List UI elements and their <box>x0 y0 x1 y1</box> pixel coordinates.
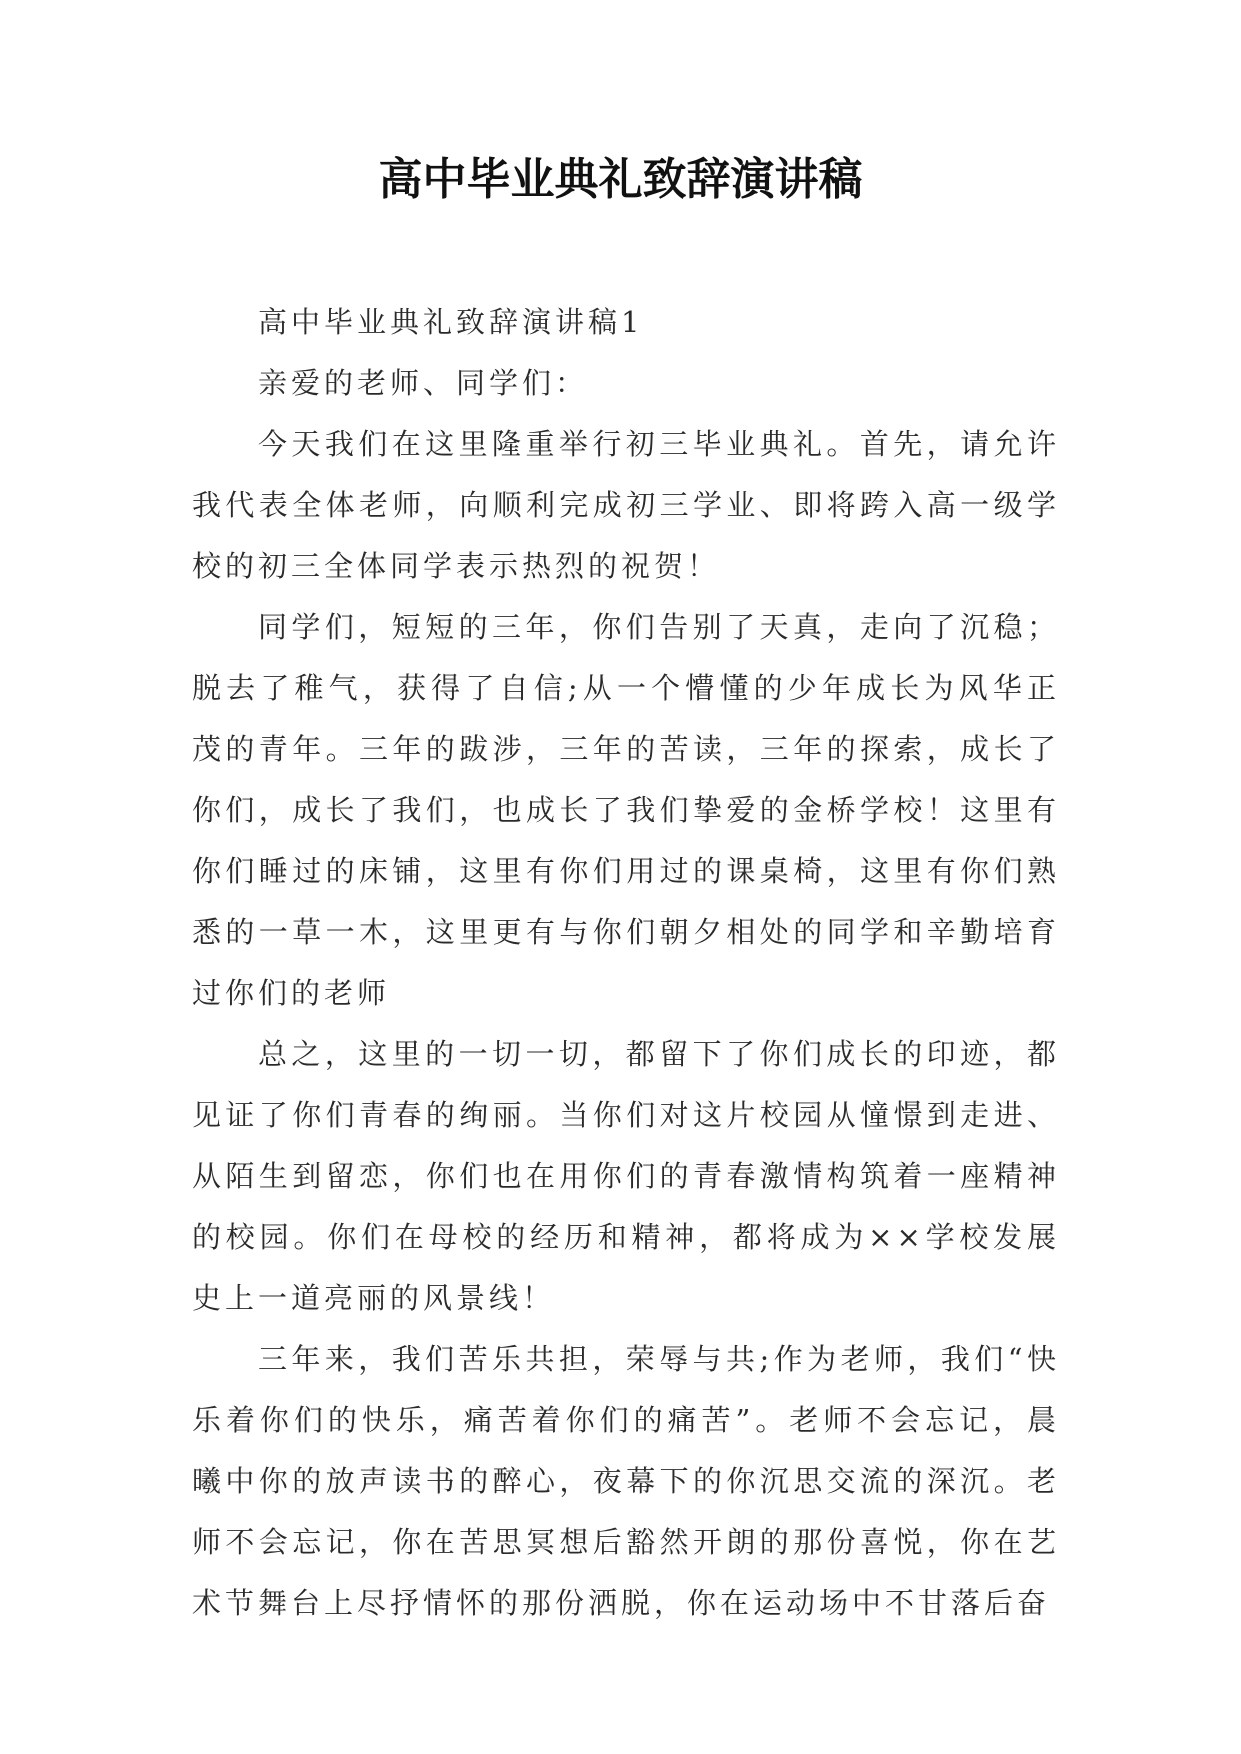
paragraph: 同学们，短短的三年，你们告别了天真，走向了沉稳；脱去了稚气，获得了自信;从一个懵懂的少年成长为风华正茂的青年。三年的跋涉，三年的苦读，三年的探索，成长了你们，成长了我们，也成长了我们挚爱的金桥学校！这里有你们睡过的床铺，这里有你们用过的课桌椅，这里有你们熟悉的一草一木，这里更有与你们朝夕相处的同学和辛勤培育过你们的老师 <box>192 610 1060 1010</box>
paragraph-heading: 高中毕业典礼致辞演讲稿1 <box>258 305 644 339</box>
paragraph-salutation: 亲爱的老师、同学们： <box>258 366 589 400</box>
paragraph: 三年来，我们苦乐共担，荣辱与共;作为老师，我们“快乐着你们的快乐，痛苦着你们的痛苦”。老师不会忘记，晨曦中你的放声读书的醉心，夜幕下的你沉思交流的深沉。老师不会忘记，你在苦思冥想后豁然开朗的那份喜悦，你在艺术节舞台上尽抒情怀的那份洒脱，你在运动场中不甘落后奋 <box>192 1342 1060 1620</box>
paragraph: 总之，这里的一切一切，都留下了你们成长的印迹，都见证了你们青春的绚丽。当你们对这片校园从憧憬到走进、从陌生到留恋，你们也在用你们的青春激情构筑着一座精神的校园。你们在母校的经历和精神，都将成为××学校发展史上一道亮丽的风景线！ <box>192 1037 1060 1315</box>
paragraph: 今天我们在这里隆重举行初三毕业典礼。首先，请允许我代表全体老师，向顺利完成初三学业、即将跨入高一级学校的初三全体同学表示热烈的祝贺！ <box>192 427 1060 583</box>
document-title: 高中毕业典礼致辞演讲稿 <box>378 154 863 205</box>
document-body <box>192 292 1060 1634</box>
